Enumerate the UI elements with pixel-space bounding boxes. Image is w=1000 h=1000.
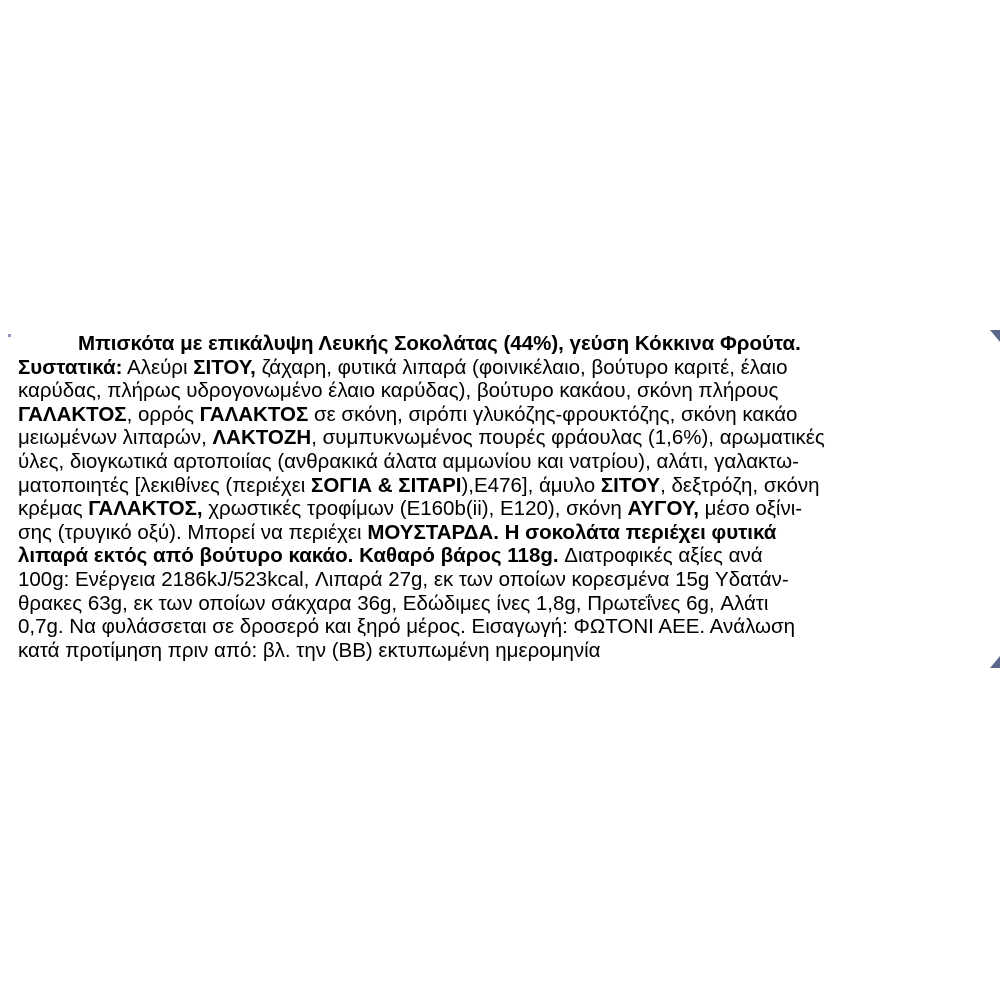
label-text: χρωστικές τροφίμων (E160b(ii), E120), σκόνη: [202, 497, 628, 521]
label-text: θρακες 63g, εκ των οποίων σάκχαρα 36g, Εδώδιμες ίνες 1,8g, Πρωτεΐνες 6g, Αλάτι: [18, 591, 769, 615]
label-text-bold: ΓΑΛΑΚΤΟΣ: [18, 402, 127, 426]
label-text: ματοποιητές [λεκιθίνες (περιέχει: [18, 473, 312, 497]
label-text: κρέμας: [18, 497, 89, 521]
label-line: [18, 403, 968, 427]
label-line: [18, 568, 968, 592]
label-text-bold: ΑΥΓΟΥ,: [627, 497, 699, 521]
label-line: [18, 615, 968, 639]
label-text: , ορρός: [126, 402, 200, 426]
label-text: 100g: Ενέργεια 2186kJ/523kcal, Λιπαρά 27g, εκ των οποίων κορεσμένα 15g Υδατάν-: [18, 567, 789, 591]
label-text-bold: ΜΟΥΣΤΑΡΔΑ. Η σοκολάτα περιέχει φυτικά: [367, 520, 777, 544]
label-text: κατά προτίμηση πριν από: βλ. την (ΒΒ) εκτυπωμένη ημερομηνία: [18, 638, 601, 662]
label-text-bold: ΣΙΤΟΥ: [600, 473, 661, 497]
label-line: [18, 521, 968, 545]
label-line: [18, 450, 968, 474]
label-line: [18, 379, 968, 403]
product-label: [18, 332, 968, 662]
label-text: σης (τρυγικό οξύ). Μπορεί να περιέχει: [18, 520, 368, 544]
label-text-bold: ΛΑΚΤΟΖΗ: [212, 426, 312, 450]
label-text: καρύδας, πλήρως υδρογονωμένο έλαιο καρύδας), βούτυρο κακάου, σκόνη πλήρους: [18, 379, 779, 403]
label-text-bold: λιπαρά εκτός από βούτυρο κακάο. Καθαρό βάρος 118g.: [18, 544, 559, 568]
product-title: Μπισκότα με επικάλυψη Λευκής Σοκολάτας (44%), γεύση Κόκκινα Φρούτα.: [78, 332, 801, 355]
label-line: [18, 544, 968, 568]
label-line: [18, 474, 968, 498]
label-text: μειωμένων λιπαρών,: [18, 426, 213, 450]
label-text-bold: ΣΟΓΙΑ & ΣΙΤΑΡΙ: [311, 473, 462, 497]
label-line: [18, 592, 968, 616]
label-text: , δεξτρόζη, σκόνη: [660, 473, 820, 497]
label-text: , συμπυκνωμένος πουρές φράουλας (1,6%), αρωματικές: [311, 426, 825, 450]
label-text: μέσο οξίνι-: [698, 497, 803, 521]
label-line: [18, 426, 968, 450]
corner-mark-left: [8, 334, 11, 337]
corner-mark-right-top: [990, 330, 1000, 342]
label-line: [18, 356, 968, 380]
corner-mark-right-bottom: [990, 656, 1000, 668]
label-text-bold: ΓΑΛΑΚΤΟΣ: [199, 402, 309, 426]
label-text: ύλες, διογκωτικά αρτοποιίας (ανθρακικά άλατα αμμωνίου και νατρίου), αλάτι, γαλακτω-: [18, 449, 799, 473]
label-text: σε σκόνη, σιρόπι γλυκόζης-φρουκτόζης, σκόνη κακάο: [308, 402, 798, 426]
label-text-bold: ΓΑΛΑΚΤΟΣ,: [88, 497, 203, 521]
ingredients-text: [18, 356, 968, 663]
label-text: Διατροφικές αξίες ανά: [558, 544, 763, 568]
label-text-bold: Συστατικά:: [18, 355, 123, 379]
label-text: 0,7g. Να φυλάσσεται σε δροσερό και ξηρό μέρος. Εισαγωγή: ΦΩΤΟΝΙ ΑΕΕ. Ανάλωση: [18, 615, 796, 639]
label-text: ζάχαρη, φυτικά λιπαρά (φοινικέλαιο, βούτυρο καριτέ, έλαιο: [255, 355, 788, 379]
label-line: [18, 497, 968, 521]
label-text-bold: ΣΙΤΟΥ,: [193, 355, 256, 379]
label-text: ),E476], άμυλο: [461, 473, 601, 497]
label-line: [18, 639, 968, 663]
label-text: Αλεύρι: [122, 355, 194, 379]
